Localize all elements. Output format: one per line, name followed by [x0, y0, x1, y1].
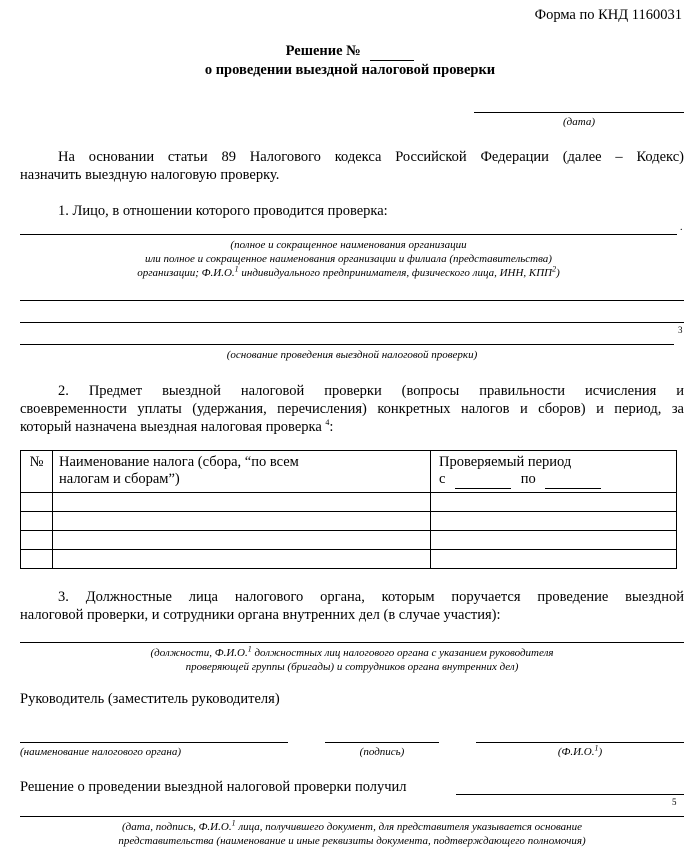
- signature-caption: (подпись): [359, 746, 405, 758]
- caption-text: (дата, подпись, Ф.И.О.: [121, 821, 232, 833]
- table-cell[interactable]: [53, 550, 431, 569]
- col-tax-header-line1: Наименование налога (сбора, “по всем: [59, 454, 299, 470]
- received-caption-1: [20, 820, 684, 834]
- section1-heading: 1. Лицо, в отношении которого проводится проверка:: [58, 203, 388, 219]
- table-cell[interactable]: [21, 550, 53, 569]
- table-row[interactable]: [21, 531, 677, 550]
- table-cell[interactable]: [21, 512, 53, 531]
- head-label: Руководитель (заместитель руководителя): [20, 691, 280, 707]
- period-to-label: по: [520, 471, 536, 487]
- section2-text: :: [329, 419, 334, 435]
- table-cell[interactable]: [21, 493, 53, 512]
- col-tax-header: [53, 451, 431, 493]
- footnote-ref: 1: [594, 743, 599, 753]
- table-cell[interactable]: [53, 531, 431, 550]
- received-line-2[interactable]: [20, 816, 684, 817]
- intro-line-1: На основании статьи 89 Налогового кодекса Российской Федерации (далее – Кодекс): [58, 149, 684, 165]
- received-label: Решение о проведении выездной налоговой проверки получил: [20, 779, 407, 795]
- footnote-ref: 2: [552, 264, 557, 274]
- officials-caption-2: проверяющей группы (бригады) и сотрудников органа внутренних дел): [185, 661, 519, 673]
- table-cell[interactable]: [53, 512, 431, 531]
- taxpayer-extra-line-2[interactable]: [20, 322, 684, 323]
- col-number-header: №: [21, 451, 53, 493]
- footnote-mark-5: 5: [672, 797, 677, 807]
- taxpayer-name-line[interactable]: [20, 234, 677, 235]
- intro-line-2: назначить выездную налоговую проверку.: [20, 167, 280, 183]
- signature-line[interactable]: [325, 742, 439, 743]
- basis-line[interactable]: [20, 344, 674, 345]
- period-range: [439, 471, 668, 489]
- fio-line[interactable]: [476, 742, 684, 743]
- decision-title: [0, 42, 700, 61]
- caption-text: организации; Ф.И.О.: [137, 267, 235, 279]
- caption-text: должностных лиц налогового органа с указанием руководителя: [251, 647, 554, 659]
- org-name-line[interactable]: [20, 742, 288, 743]
- caption-text: индивидуального предпринимателя, физического лица, ИНН, КПП: [238, 267, 553, 279]
- section2-line-2: своевременности уплаты (удержания, перечисления) конкретных налогов и сборов) и период, за: [20, 401, 684, 417]
- footnote-mark-3: 3: [678, 325, 683, 335]
- caption-text: (должности, Ф.И.О.: [150, 647, 248, 659]
- col-period-header-line1: Проверяемый период: [439, 454, 572, 470]
- table-header-row: [21, 451, 677, 493]
- caption-text: ): [556, 267, 560, 279]
- caption-text: (Ф.И.О.: [557, 746, 595, 758]
- fio-caption: [476, 745, 684, 759]
- table-row[interactable]: [21, 493, 677, 512]
- table-cell[interactable]: [431, 512, 677, 531]
- table-cell[interactable]: [431, 493, 677, 512]
- received-line-1[interactable]: [456, 794, 684, 795]
- date-line[interactable]: [474, 112, 684, 113]
- officials-caption-1: [20, 646, 684, 660]
- footnote-ref: 4: [325, 418, 330, 428]
- basis-caption: (основание проведения выездной налоговой проверки): [226, 349, 478, 361]
- footnote-ref: 1: [231, 818, 236, 828]
- section2-line-3: [20, 418, 333, 436]
- officials-line[interactable]: [20, 642, 684, 643]
- taxpayer-caption-1: (полное и сокращенное наименования организации: [230, 239, 467, 251]
- period-from-label: с: [439, 471, 446, 487]
- taxpayer-caption-2: или полное и сокращенное наименования организации и филиала (представительства): [145, 253, 552, 265]
- dot-mark: .: [680, 222, 683, 233]
- received-caption-2: представительства (наименование и иные реквизиты документа, подтверждающего полномочия): [118, 835, 586, 847]
- decision-subtitle: о проведении выездной налоговой проверки: [204, 62, 496, 78]
- table-cell[interactable]: [53, 493, 431, 512]
- table-cell[interactable]: [431, 531, 677, 550]
- caption-text: ): [598, 746, 603, 758]
- taxpayer-extra-line-1[interactable]: [20, 300, 684, 301]
- footnote-ref: 1: [247, 644, 252, 654]
- form-code: Форма по КНД 1160031: [534, 7, 682, 23]
- section2-line-1: 2. Предмет выездной налоговой проверки (вопросы правильности исчисления и: [58, 383, 684, 399]
- table-row[interactable]: [21, 512, 677, 531]
- table-cell[interactable]: [431, 550, 677, 569]
- org-name-caption: (наименование налогового органа): [20, 746, 182, 758]
- period-to-input[interactable]: [545, 471, 601, 489]
- col-tax-header-line2: налогам и сборам”): [59, 471, 180, 487]
- section3-line-2: налоговой проверки, и сотрудники органа внутренних дел (в случае участия):: [20, 607, 501, 623]
- footnote-ref: 1: [234, 264, 239, 274]
- table-row[interactable]: [21, 550, 677, 569]
- taxpayer-caption-3: [20, 266, 677, 280]
- decision-number-blank[interactable]: [370, 42, 414, 61]
- period-from-input[interactable]: [455, 471, 511, 489]
- tax-table: [20, 450, 677, 569]
- caption-text: лица, получившего документ, для представителя указывается основание: [235, 821, 583, 833]
- section3-line-1: 3. Должностные лица налогового органа, которым поручается проведение выездной: [58, 589, 684, 605]
- table-cell[interactable]: [21, 531, 53, 550]
- title-number-label: Решение №: [285, 43, 361, 59]
- col-period-header: [431, 451, 677, 493]
- date-caption: (дата): [563, 116, 595, 128]
- section2-text: который назначена выездная налоговая проверка: [20, 419, 322, 435]
